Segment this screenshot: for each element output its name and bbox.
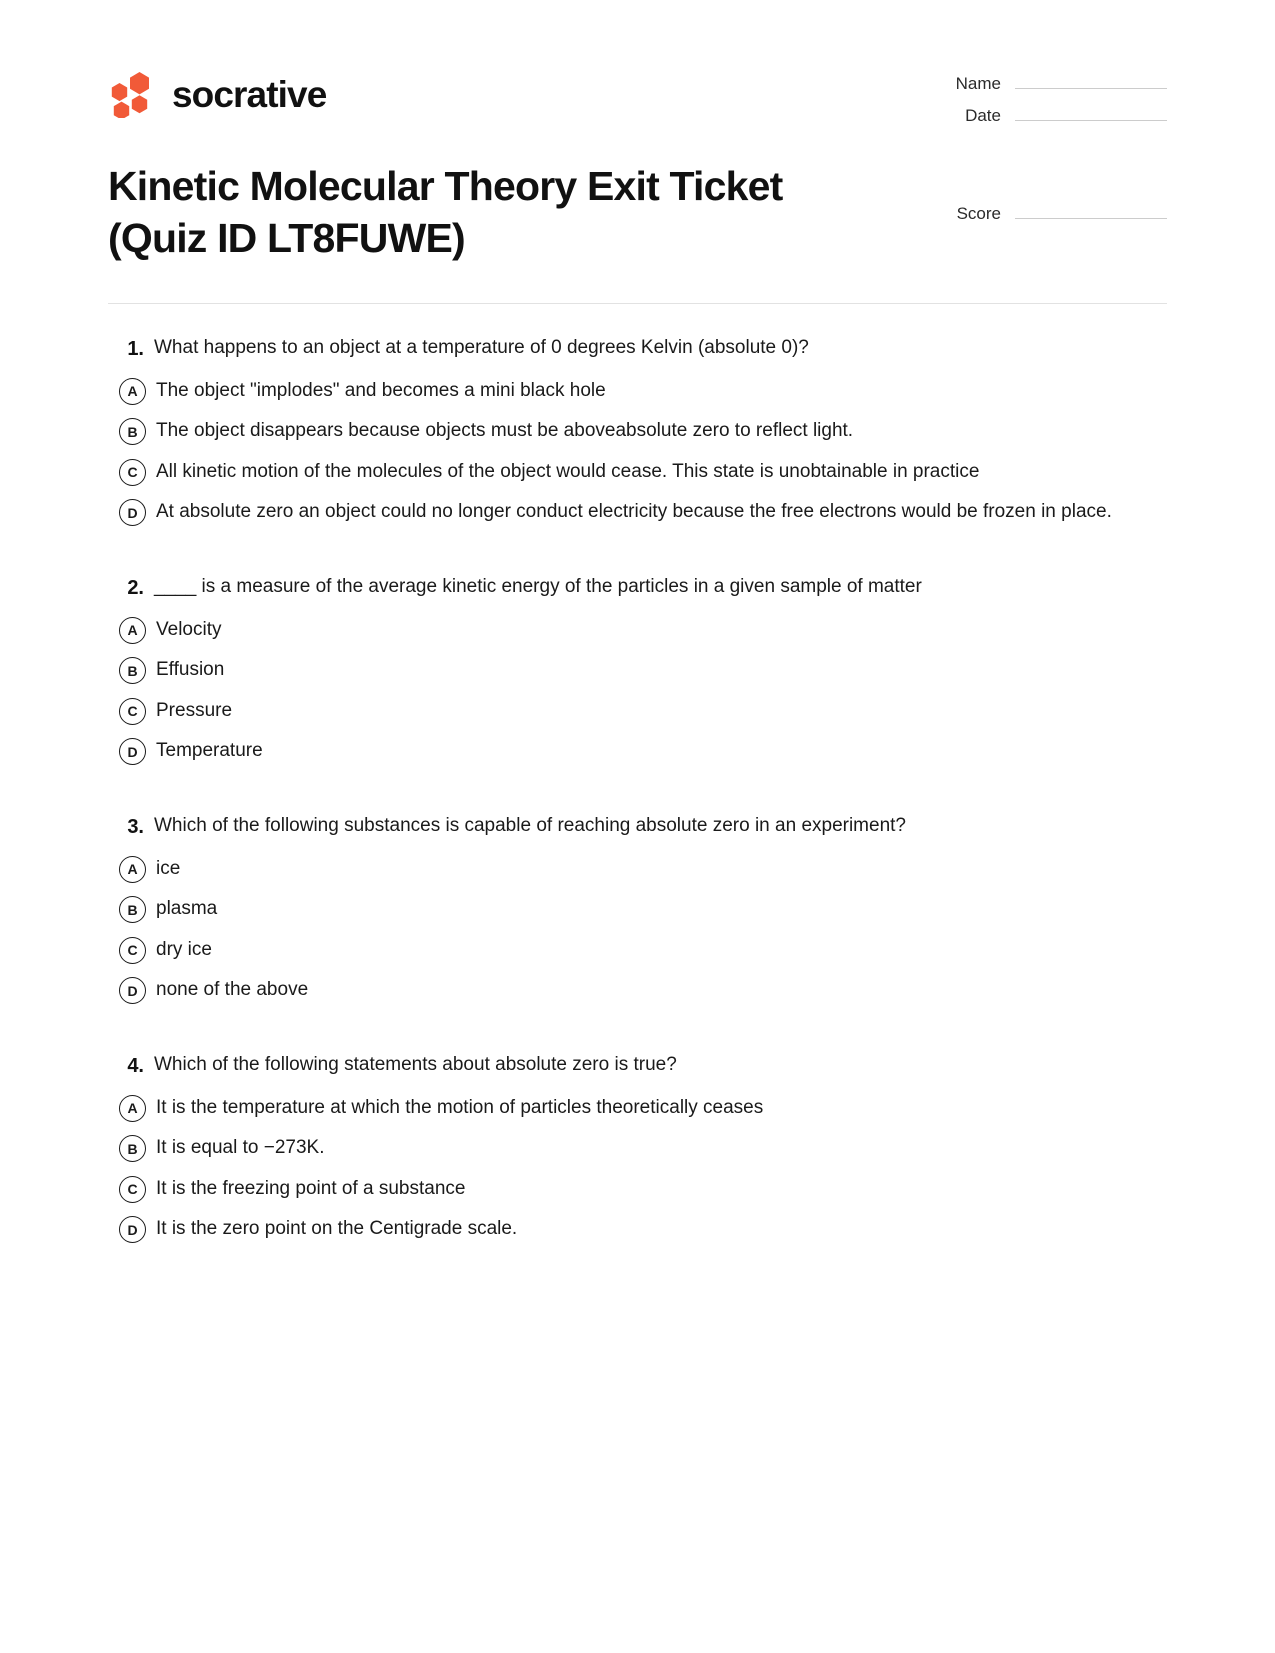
answer-option[interactable] — [108, 1093, 1167, 1123]
question-number: 1. — [127, 337, 144, 360]
answer-option[interactable] — [108, 894, 1167, 924]
answer-option[interactable] — [108, 1214, 1167, 1244]
answer-option[interactable] — [108, 736, 1167, 766]
answer-text: Velocity — [156, 618, 222, 640]
student-meta-fields — [917, 60, 1167, 138]
answer-text: Pressure — [156, 699, 233, 721]
answer-bubble[interactable]: B — [119, 896, 146, 923]
answer-option[interactable] — [108, 655, 1167, 685]
answer-option[interactable] — [108, 416, 1167, 446]
question-number: 4. — [127, 1054, 144, 1077]
answer-bubble[interactable]: D — [119, 738, 146, 765]
question-header — [108, 812, 1167, 842]
score-field-row — [917, 204, 1167, 224]
answer-option[interactable] — [108, 1133, 1167, 1163]
answer-text: The object "implodes" and becomes a mini black hole — [156, 379, 606, 401]
date-field-row — [917, 106, 1167, 126]
answer-bubble[interactable]: A — [119, 378, 146, 405]
answer-option[interactable] — [108, 975, 1167, 1005]
answer-bubble[interactable]: A — [119, 856, 146, 883]
question-header — [108, 573, 1167, 603]
name-input-line[interactable] — [1015, 75, 1167, 89]
name-label: Name — [955, 74, 1001, 93]
answer-bubble[interactable]: C — [119, 1176, 146, 1203]
name-field-row — [917, 74, 1167, 94]
title-block — [0, 138, 1275, 265]
question-header — [108, 334, 1167, 364]
answer-text: It is the zero point on the Centigrade scale. — [156, 1218, 518, 1240]
answer-text: It is the freezing point of a substance — [156, 1177, 466, 1199]
answer-text: All kinetic motion of the molecules of the object would cease. This state is unobtainable in practice — [156, 460, 980, 482]
answer-text: dry ice — [156, 938, 212, 960]
date-input-line[interactable] — [1015, 107, 1167, 121]
answer-text: The object disappears because objects must be aboveabsolute zero to reflect light. — [156, 420, 854, 442]
answer-bubble[interactable]: B — [119, 1135, 146, 1162]
questions-list — [0, 304, 1275, 1244]
question-text: Which of the following statements about absolute zero is true? — [154, 1053, 677, 1075]
answer-bubble[interactable]: D — [119, 499, 146, 526]
question-block — [108, 1051, 1167, 1244]
date-label: Date — [965, 106, 1001, 125]
score-input-line[interactable] — [1015, 205, 1167, 219]
answer-bubble[interactable]: C — [119, 459, 146, 486]
answer-text: Effusion — [156, 659, 225, 681]
brand-logo — [108, 70, 326, 118]
answer-option[interactable] — [108, 497, 1167, 527]
answer-option[interactable] — [108, 376, 1167, 406]
answer-bubble[interactable]: A — [119, 617, 146, 644]
answer-option[interactable] — [108, 615, 1167, 645]
score-label: Score — [956, 204, 1001, 223]
answer-bubble[interactable]: A — [119, 1095, 146, 1122]
question-number: 3. — [127, 815, 144, 838]
answer-bubble[interactable]: D — [119, 977, 146, 1004]
answer-bubble[interactable]: C — [119, 937, 146, 964]
answer-text: At absolute zero an object could no longer conduct electricity because the free electrons would be frozen in place. — [156, 501, 1112, 523]
brand-name: socrative — [172, 73, 327, 115]
question-text: ____ is a measure of the average kinetic energy of the particles in a given sample of matter — [154, 575, 922, 597]
answer-text: none of the above — [156, 979, 309, 1001]
answer-bubble[interactable]: D — [119, 1216, 146, 1243]
question-text: Which of the following substances is capable of reaching absolute zero in an experiment? — [154, 814, 906, 836]
question-block — [108, 334, 1167, 527]
answer-bubble[interactable]: B — [119, 418, 146, 445]
socrative-hexagons-icon — [108, 70, 156, 118]
page-header — [0, 0, 1275, 138]
question-header — [108, 1051, 1167, 1081]
answer-bubble[interactable]: C — [119, 698, 146, 725]
question-block — [108, 812, 1167, 1005]
answer-option[interactable] — [108, 696, 1167, 726]
answer-option[interactable] — [108, 854, 1167, 884]
question-number: 2. — [127, 576, 144, 599]
answer-bubble[interactable]: B — [119, 657, 146, 684]
answer-text: It is the temperature at which the motion of particles theoretically ceases — [156, 1096, 764, 1118]
answer-option[interactable] — [108, 935, 1167, 965]
answer-option[interactable] — [108, 1174, 1167, 1204]
question-text: What happens to an object at a temperature of 0 degrees Kelvin (absolute 0)? — [154, 336, 809, 358]
answer-option[interactable] — [108, 457, 1167, 487]
answer-text: Temperature — [156, 740, 263, 762]
answer-text: plasma — [156, 898, 218, 920]
answer-text: It is equal to −273K. — [156, 1137, 325, 1159]
question-block — [108, 573, 1167, 766]
answer-text: ice — [156, 857, 181, 879]
page-title: Kinetic Molecular Theory Exit Ticket (Quiz ID LT8FUWE) — [108, 163, 783, 262]
